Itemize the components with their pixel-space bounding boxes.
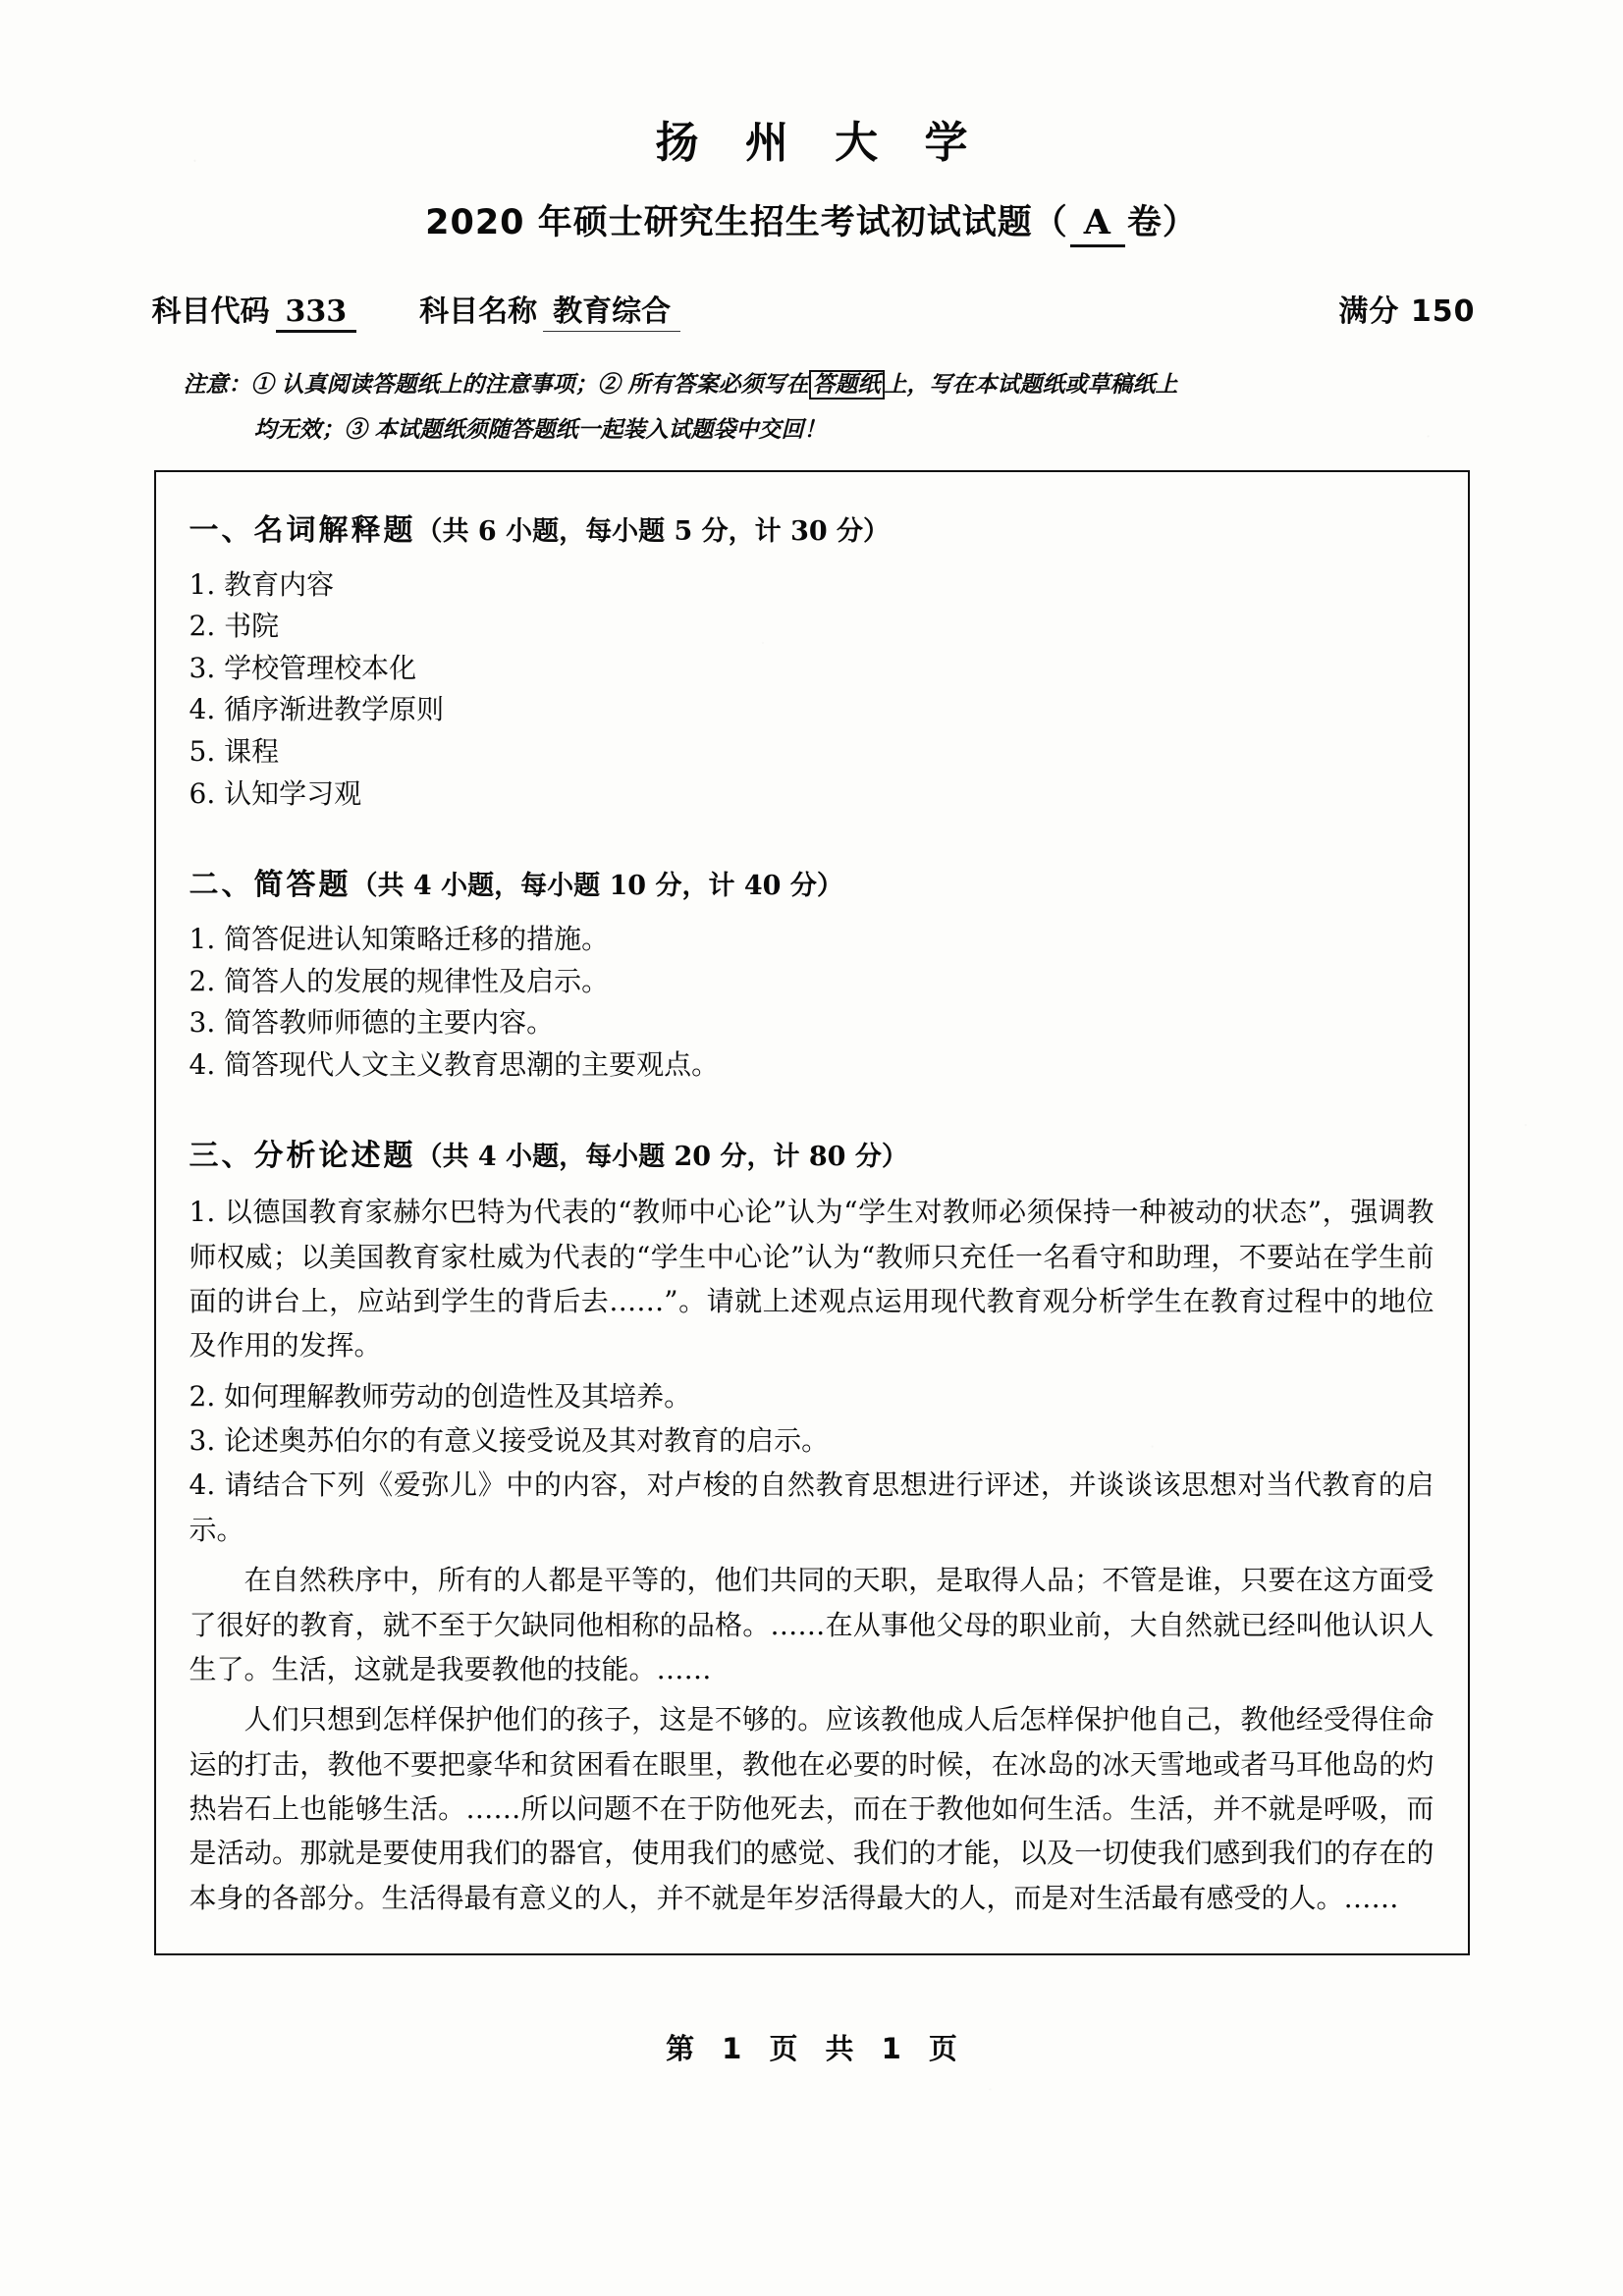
university-name: 扬 州 大 学 — [655, 118, 984, 168]
section-1-note: （共 6 小题，每小题 5 分，计 30 分） — [415, 515, 891, 547]
notice-block — [125, 362, 1499, 453]
section-3-name: 三、分析论述题 — [189, 1139, 416, 1174]
essay-question-3: 3. 论述奥苏伯尔的有意义接受说及其对教育的启示。 — [189, 1424, 830, 1458]
list-item: 6. 认知学习观 — [189, 776, 362, 810]
list-item: 1. 教育内容 — [189, 567, 335, 601]
exam-title-suffix: 卷） — [1126, 202, 1198, 242]
page-footer: 第 1 页 共 1 页 — [666, 2032, 966, 2065]
list-item: 2. 简答人的发展的规律性及启示。 — [189, 964, 610, 997]
section-1-item-list — [189, 564, 1434, 815]
emile-quote-paragraph-1: 在自然秩序中，所有的人都是平等的，他们共同的天职，是取得人品；不管是谁，只要在这方面受了很好的教育，就不至于欠缺同他相称的品格。……在从事他父母的职业前，大自然就已经叫他认识人生了。生活，这就是我要教他的技能。…… — [189, 1564, 1434, 1685]
section-2-name: 二、简答题 — [189, 868, 352, 903]
list-item: 5. 课程 — [189, 734, 280, 768]
essay-question-2: 2. 如何理解教师劳动的创造性及其培养。 — [189, 1379, 692, 1413]
section-2-item-list — [189, 919, 1434, 1086]
subject-code-value: 333 — [276, 294, 357, 333]
section-heading-3 — [189, 1131, 1434, 1174]
full-score: 满分 150 — [1338, 294, 1476, 329]
exam-meta-row — [125, 287, 1499, 333]
essay-question-1: 1. 以德国教育家赫尔巴特为代表的“教师中心论”认为“学生对教师必须保持一种被动的状态”，强调教师权威；以美国教育家杜威为代表的“学生中心论”认为“教师只充任一名看守和助理，不要站在学生前面的讲台上，应站到学生的背后去……”。请就上述观点运用现代教育观分析学生在教育过程中的地位及作用的发挥。 — [189, 1196, 1434, 1362]
section-2-note: （共 4 小题，每小题 10 分，计 40 分） — [351, 871, 843, 902]
section-heading-2 — [189, 860, 1434, 903]
paper-code-value: A — [1070, 202, 1125, 247]
emile-quote-paragraph-2: 人们只想到怎样保护他们的孩子，这是不够的。应该教他成人后怎样保护他自己，教他经受得住命运的打击，教他不要把豪华和贫困看在眼里，教他在必要的时候，在冰岛的冰天雪地或者马耳他岛的灼热岩石上也能够生活。……所以问题不在于防他死去，而在于教他如何生活。生活，并不就是呼吸，而是活动。那就是要使用我们的器官，使用我们的感觉、我们的才能，以及一切使我们感到我们的存在的本身的各部分。生活得最有意义的人，并不就是年岁活得最大的人，而是对生活最有感受的人。…… — [189, 1703, 1434, 1914]
section-3-note: （共 4 小题，每小题 20 分，计 80 分） — [415, 1142, 908, 1173]
list-item: 2. 书院 — [189, 610, 280, 643]
essay-question-4: 4. 请结合下列《爱弥儿》中的内容，对卢梭的自然教育思想进行评述，并谈谈该思想对当代教育的启示。 — [189, 1468, 1434, 1546]
subject-name-value: 教育综合 — [543, 287, 680, 332]
section-1-name: 一、名词解释题 — [189, 512, 416, 548]
exam-title-prefix: 2020 年硕士研究生招生考试初试试题（ — [425, 202, 1068, 242]
list-item: 1. 简答促进认知策略迁移的措施。 — [189, 923, 610, 956]
questions-frame — [154, 470, 1470, 1955]
list-item: 3. 学校管理校本化 — [189, 651, 417, 684]
list-item: 4. 循序渐进教学原则 — [189, 693, 445, 726]
notice-item-1-tail: 上，写在本试题纸或草稿纸上 — [884, 370, 1178, 398]
section-heading-1 — [189, 506, 1434, 549]
list-item: 3. 简答教师师德的主要内容。 — [189, 1006, 555, 1040]
notice-boxed-term: 答题纸 — [809, 370, 885, 400]
subject-code-label: 科目代码 — [151, 294, 270, 329]
subject-name-label: 科目名称 — [419, 294, 538, 329]
list-item: 4. 简答现代人文主义教育思潮的主要观点。 — [189, 1047, 720, 1081]
page-content — [125, 0, 1499, 1955]
exam-title — [125, 195, 1499, 247]
notice-label: 注意： — [183, 370, 251, 398]
notice-item-2: 均无效；③ 本试题纸须随答题纸一起装入试题袋中交回！ — [253, 415, 827, 443]
notice-item-1: ① 认真阅读答题纸上的注意事项；② 所有答案必须写在 — [250, 370, 809, 398]
